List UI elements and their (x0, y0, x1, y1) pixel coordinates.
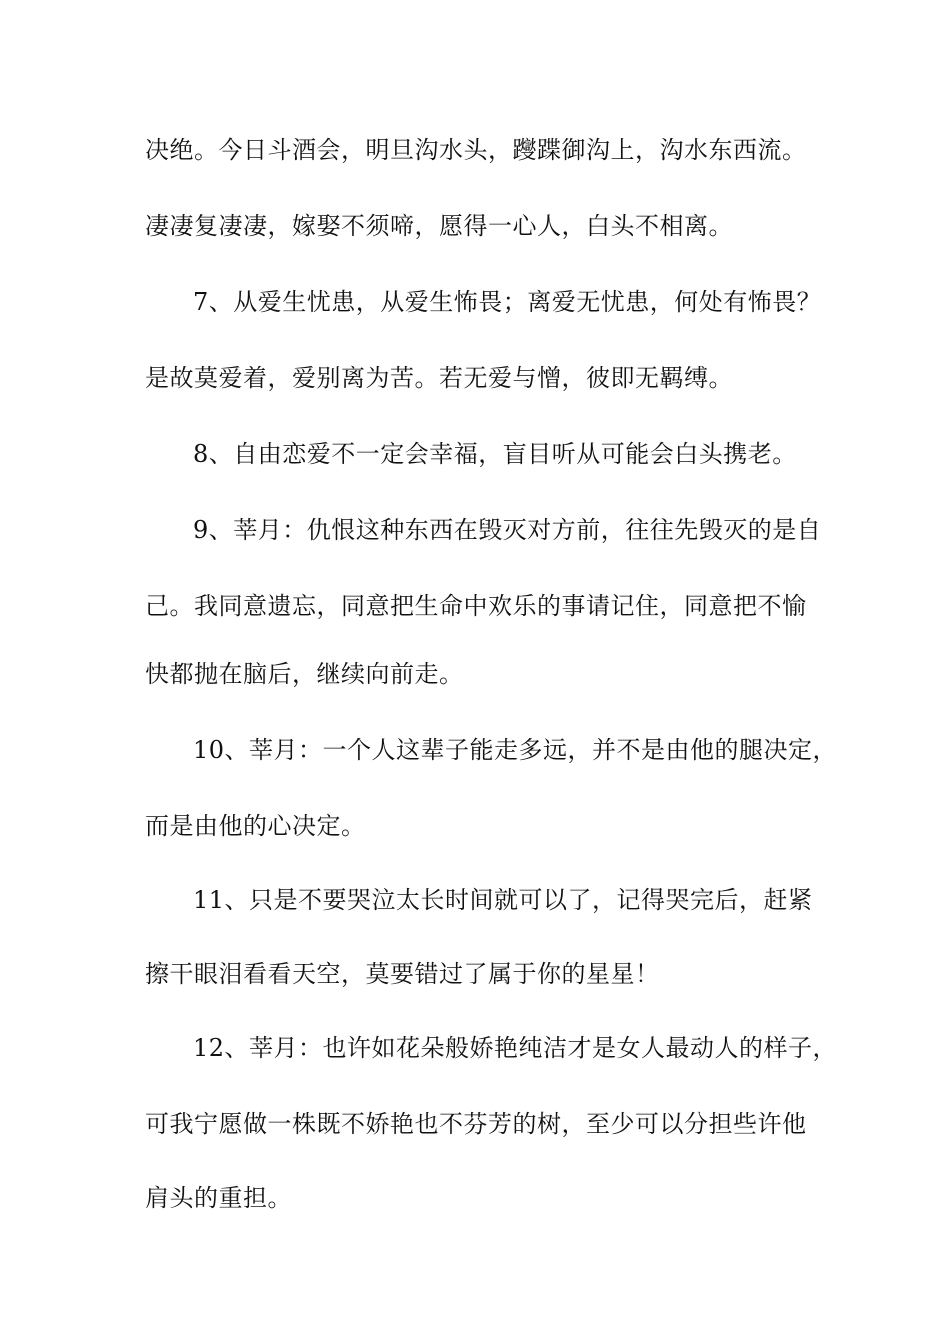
text-line: 可我宁愿做一株既不娇艳也不芬芳的树，至少可以分担些许他 (145, 1110, 807, 1138)
text-line: 快都抛在脑后，继续向前走。 (145, 660, 464, 688)
text-line: 凄凄复凄凄，嫁娶不须啼，愿得一心人，白头不相离。 (145, 212, 733, 240)
text-line: 而是由他的心决定。 (145, 812, 366, 840)
text-line: 9、莘月：仇恨这种东西在毁灭对方前，往往先毁灭的是自 (193, 516, 822, 544)
text-line: 7、从爱生忧患，从爱生怖畏；离爱无忧患，何处有怖畏？ (193, 288, 822, 316)
text-line: 擦干眼泪看看天空，莫要错过了属于你的星星！ (145, 960, 660, 988)
text-line: 己。我同意遗忘，同意把生命中欢乐的事请记住，同意把不愉 (145, 592, 807, 620)
text-line: 10、莘月：一个人这辈子能走多远，并不是由他的腿决定， (193, 736, 838, 764)
text-line: 8、自由恋爱不一定会幸福，盲目听从可能会白头携老。 (193, 440, 797, 468)
text-line: 决绝。今日斗酒会，明旦沟水头，躞蹀御沟上，沟水东西流。 (145, 136, 807, 164)
text-line: 12、莘月：也许如花朵般娇艳纯洁才是女人最动人的样子， (193, 1034, 838, 1062)
text-line: 是故莫爱着，爱别离为苦。若无爱与憎，彼即无羁缚。 (145, 364, 733, 392)
text-line: 肩头的重担。 (145, 1184, 292, 1212)
text-line: 11、只是不要哭泣太长时间就可以了，记得哭完后，赶紧 (193, 886, 813, 914)
